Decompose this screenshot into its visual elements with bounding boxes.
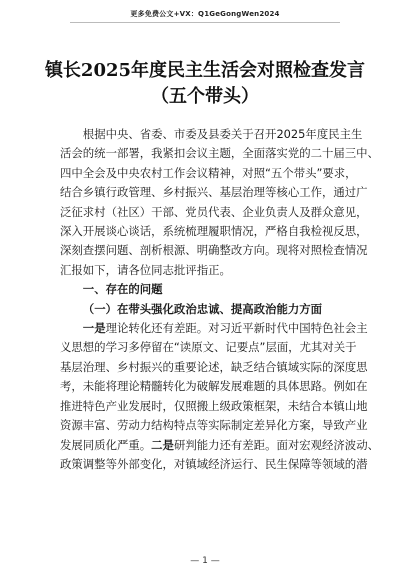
document-subtitle: （五个带头） [151,86,259,107]
paragraph-line [60,319,368,338]
paragraph-line [60,436,379,455]
intro-line: 结合乡镇行政管理、乡村振兴、基层治理等核心工作，通过广 [60,185,368,200]
paragraph-line: 资源丰富、劳动力结构特点等实际制定差异化方案，导致产业 [60,418,368,433]
paragraph-line: 推进特色产业发展时，仅照搬上级政策框架，未结合本镇山地 [60,398,368,413]
header-divider [70,22,340,23]
section-heading: 一、存在的问题 [82,282,163,297]
header-note: 更多免费公文+VX：Q1GeGongWen2024 [130,10,280,18]
paragraph-line: 基层治理、乡村振兴的重要论述，缺乏结合镇域实际的深度思 [60,359,368,374]
paragraph-lead: 二是 [151,437,174,452]
paragraph-line: 考，未能将理论精髓转化为破解发展难题的具体思路。例如在 [60,379,368,394]
paragraph-text: 研判能力还有差距。面对宏观经济波动、 [173,437,379,452]
document-title: 镇长2025年度民主生活会对照检查发言 [44,60,366,81]
paragraph-lead: 一是 [82,321,106,336]
subsection-heading: （一）在带头强化政治忠诚、提高政治能力方面 [82,301,323,316]
intro-line: 活会的统一部署，我紧扣会议主题，全面落实党的二十届三中、 [60,146,379,161]
intro-line: 深刻查摆问题、剖析根源、明确整改方向。现将对照检查情况 [60,243,368,258]
intro-line: 四中全会及中央农村工作会议精神，对照“五个带头”要求， [60,165,357,180]
paragraph-line: 义思想的学习多停留在“读原文、记要点”层面，尤其对关于 [60,340,357,355]
paragraph-line: 政策调整等外部变化，对镇域经济运行、民生保障等领域的潜 [60,456,368,471]
intro-line: 根据中央、省委、市委及县委关于召开2025年度民主生 [82,127,363,141]
page-number: — 1 — [190,556,220,566]
intro-line: 泛征求村（社区）干部、党员代表、企业负责人及群众意见， [60,204,368,219]
document-body [60,125,379,474]
paragraph-text: 发展同质化严重。 [60,437,152,452]
intro-line: 深入开展谈心谈话，系统梳理履职情况，严格自我检视反思， [60,224,368,239]
paragraph-text: 理论转化还有差距。对习近平新时代中国特色社会主 [105,321,368,336]
intro-line: 汇报如下，请各位同志批评指正。 [60,262,231,277]
